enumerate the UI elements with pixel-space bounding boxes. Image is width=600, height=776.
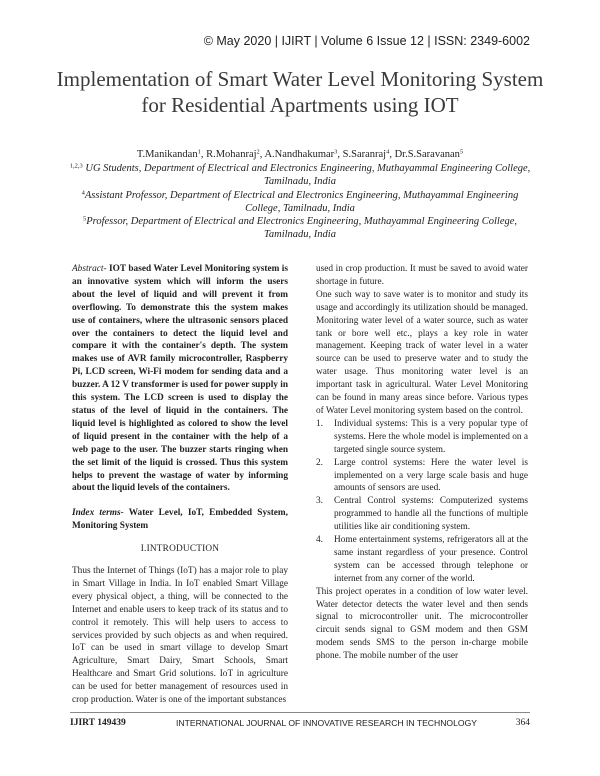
journal-header: © May 2020 | IJIRT | Volume 6 Issue 12 | ISSN: 2349-6002	[203, 34, 530, 48]
author-name: T.Manikandan	[136, 149, 198, 160]
affiliation-sup: 5	[82, 215, 87, 223]
index-terms-label: Index terms-	[72, 508, 124, 519]
index-terms-text: Water Level, IoT, Embedded System, Monitoring System	[72, 508, 288, 532]
list-number: 4.	[316, 535, 323, 546]
index-terms	[72, 507, 288, 533]
affiliations	[64, 162, 536, 242]
list-number: 3.	[316, 496, 323, 507]
list-text: Central Control systems: Computerized systems programmed to handle all the functions of multiple utilities like air conditioning system.	[334, 496, 528, 533]
footer-paper-id: IJIRT 149439	[70, 718, 126, 728]
list-text: Home entertainment systems, refrigerators all at the same instant regardless of your presence. Control system can be accessed through telephone or internet from any corner of the world.	[334, 535, 528, 584]
affiliation-sup: 4	[81, 189, 85, 197]
affiliation	[64, 215, 536, 242]
abstract-text: IOT based Water Level Monitoring system is an innovative system which will inform the users about the level of liquid and will prevent it from overflowing. To demonstrate this the system makes use of containers, where the ultrasonic sensors placed over the containers to detect the liquid level and compare it with the container's depth. The system makes use of AVR family microcontroller, Raspberry Pi, LCD screen, Wi-Fi modem for sending data and a buzzer. A 12 V transformer is used for power supply in this system. The LCD screen is used to display the status of the level of liquid in the containers. The liquid level is highlighted as colored to show the level of liquid present in the container with the help of a web page to the user. The buzzer starts ringing when the set limit of the liquid is crossed. Thus this system helps to prevent the wastage of water by informing about the liquid levels of the containers.	[72, 264, 289, 494]
list-item	[316, 534, 528, 586]
author-list	[60, 148, 540, 161]
title-line-2: for Residential Apartments using IOT	[141, 93, 459, 117]
author-sup: 4	[386, 148, 390, 156]
list-number: 1.	[316, 418, 323, 429]
title-line-1: Implementation of Smart Water Level Monitoring System	[56, 67, 544, 91]
page-number: 364	[515, 718, 530, 728]
section-heading-introduction: I.INTRODUCTION	[140, 544, 220, 555]
body-paragraph: used in crop production. It must be saved to avoid water shortage in future.	[316, 264, 528, 287]
body-paragraph: One such way to save water is to monitor and study its usage and accordingly its utilization should be managed. Monitoring water level of a water source, such as water tank or bore well etc., plays a key role in water management. Keeping track of water level in a water source can be used to preserve water and to study the water usage. Thus monitoring water level is an important task in agricultural. Water Level Monitoring can be found in many areas since before. Various types of Water Level monitoring system based on the control.	[316, 289, 528, 416]
affiliation	[64, 189, 536, 216]
affiliation-text: Professor, Department of Electrical and Electronics Engineering, Muthayammal Engineering College, Tamilnadu, India	[86, 216, 518, 241]
affiliation-text: Assistant Professor, Department of Electrical and Electronics Engineering, Muthayammal Engineering College, Tamilnadu, India	[84, 189, 519, 214]
list-item	[316, 457, 528, 496]
author-sup: 5	[459, 148, 464, 156]
list-text: Individual systems: This is a very popular type of systems. Here the whole model is implemented on a targeted single source system.	[334, 418, 528, 455]
list-item	[316, 495, 528, 534]
list-text: Large control systems: Here the water level is implemented on a very large scale basis and huge amounts of sensors are used.	[334, 457, 528, 494]
paper-title	[40, 66, 560, 118]
system-types-list	[316, 418, 528, 586]
right-column	[316, 263, 528, 663]
list-number: 2.	[316, 457, 323, 468]
affiliation-text: UG Students, Department of Electrical and Electronics Engineering, Muthayammal Engineering College, Tamilnadu, India	[82, 163, 531, 188]
footer-divider	[70, 712, 530, 713]
list-item	[316, 418, 528, 457]
author-name: , Dr.S.Saravanan	[389, 149, 460, 160]
author-name: , S.Saranraj	[337, 149, 387, 160]
abstract-label: Abstract-	[72, 264, 107, 274]
footer-journal-name: INTERNATIONAL JOURNAL OF INNOVATIVE RESEARCH IN TECHNOLOGY	[176, 718, 477, 728]
intro-paragraph: Thus the Internet of Things (IoT) has a major role to play in Smart Village in India. In IoT enabled Smart Village every physical object, a thing, will be connected to the Internet and enable users to keep track of its status and to control it remotely. This will help users to access to services provided by such objects as and when required. IoT can be used in smart village to develop Smart Agriculture, Smart Dairy, Smart Schools, Smart Healthcare and Smart Grid solutions. IoT in agriculture can be used for better management of resources used in crop production. Water is one of the important substances	[72, 566, 288, 706]
author-sup: 2	[256, 148, 260, 156]
left-column	[72, 263, 288, 707]
abstract	[72, 263, 288, 495]
author-sup: 3	[334, 148, 338, 156]
body-paragraph: This project operates in a condition of low water level. Water detector detects the water level and then sends signal to microcontroller unit. The microcontroller circuit sends signal to GSM modem and then GSM modem sends SMS to the person in-charge mobile phone. The mobile number of the user	[316, 586, 528, 662]
affiliation	[64, 162, 536, 189]
author-name: , R.Mohanraj	[200, 149, 257, 160]
affiliation-sup: 1,2,3	[69, 162, 83, 170]
author-sup: 1	[197, 148, 201, 156]
author-name: , A.Nandhakumar	[259, 149, 335, 160]
